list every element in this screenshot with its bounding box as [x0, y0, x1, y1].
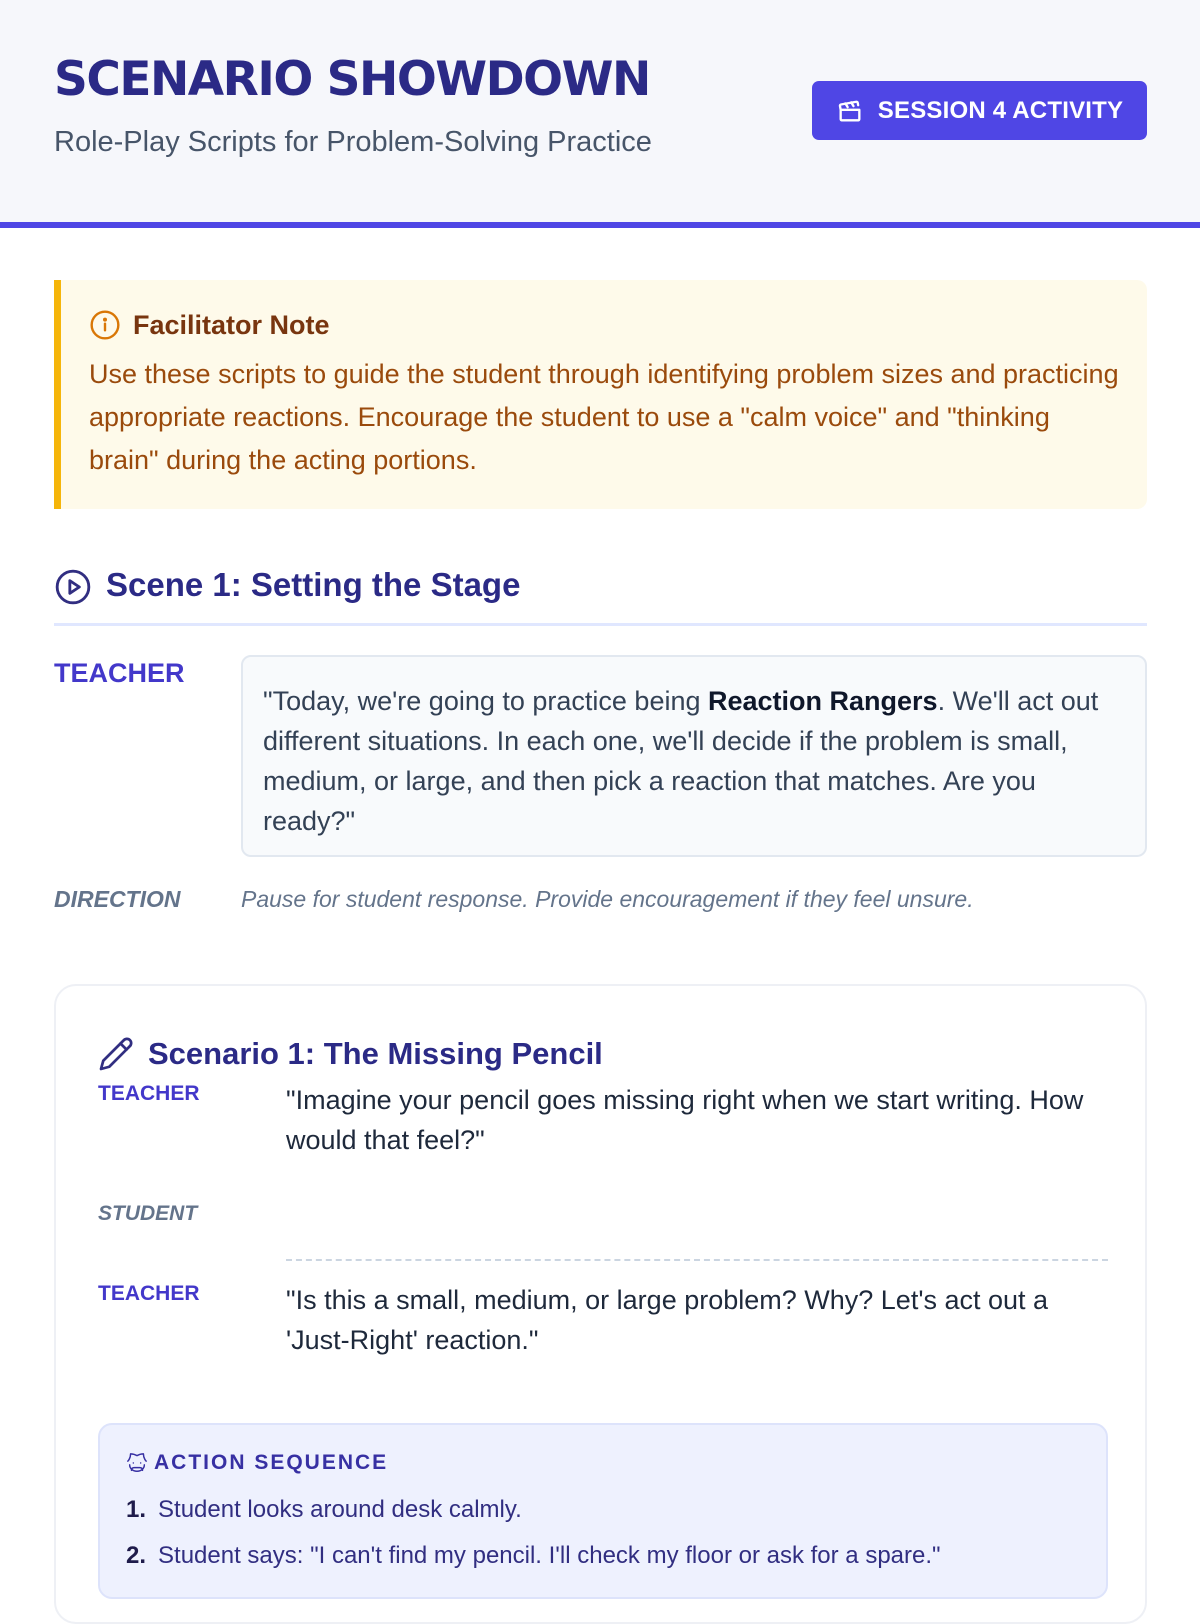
- facilitator-note-header: [89, 309, 1119, 341]
- scenario-heading: [98, 1036, 603, 1072]
- play-circle-icon: [54, 568, 92, 606]
- info-icon: [89, 309, 121, 341]
- direction-text: Pause for student response. Provide encouragement if they feel unsure.: [241, 886, 974, 912]
- role-label-teacher: TEACHER: [54, 658, 185, 688]
- masks-icon: [126, 1452, 148, 1474]
- session-activity-label: SESSION 4 ACTIVITY: [877, 96, 1124, 124]
- role-label-direction: DIRECTION: [54, 886, 181, 912]
- action-step: [126, 1487, 1080, 1533]
- teacher-line-text: "Today, we're going to practice being: [263, 686, 708, 716]
- action-step-list: [126, 1487, 1080, 1579]
- pencil-icon: [98, 1036, 134, 1072]
- role-label-teacher: TEACHER: [98, 1282, 200, 1305]
- scene-title: Scene 1: Setting the Stage: [106, 566, 521, 603]
- role-label-student: STUDENT: [98, 1202, 198, 1225]
- teacher-line: "Imagine your pencil goes missing right when we start writing. How would that feel?": [286, 1085, 1084, 1155]
- action-step-text: Student looks around desk calmly.: [158, 1496, 522, 1523]
- teacher-speech-box: [241, 655, 1147, 857]
- teacher-line-emphasis: Reaction Rangers: [708, 686, 938, 716]
- action-step: [126, 1533, 1080, 1579]
- scenario-card: [54, 984, 1147, 1624]
- page-subtitle: Role-Play Scripts for Problem-Solving Practice: [54, 126, 652, 158]
- role-label-teacher: TEACHER: [98, 1082, 200, 1105]
- action-step-number: 1.: [126, 1496, 147, 1523]
- session-activity-button[interactable]: [812, 81, 1147, 140]
- action-sequence-box: [98, 1423, 1108, 1599]
- teacher-line: "Is this a small, medium, or large problem? Why? Let's act out a 'Just-Right' reaction.": [286, 1285, 1049, 1355]
- clapperboard-icon: [836, 97, 864, 125]
- scene-heading: [54, 566, 1147, 626]
- facilitator-note-title: Facilitator Note: [133, 309, 330, 340]
- page-title: SCENARIO SHOWDOWN: [54, 52, 650, 107]
- action-step-text: Student says: "I can't find my pencil. I'll check my floor or ask for a spare.": [158, 1542, 941, 1569]
- action-sequence-title: ACTION SEQUENCE: [154, 1451, 389, 1474]
- facilitator-note-text: Use these scripts to guide the student through identifying problem sizes and practicing appropriate reactions. Encourage the student to use a "calm voice" and "thinking brain" during the acting portions.: [89, 359, 1119, 475]
- scenario-title: Scenario 1: The Missing Pencil: [148, 1036, 603, 1071]
- facilitator-note: [54, 280, 1147, 509]
- action-sequence-header: [126, 1451, 1080, 1475]
- action-step-number: 2.: [126, 1542, 147, 1569]
- student-response-blank[interactable]: [286, 1259, 1108, 1261]
- page-header: [0, 0, 1200, 228]
- teacher-line-text-end: . We'll act out different situations. In each one, we'll decide if the problem is small, medium, or large, and then pick a reaction that matches. Are you ready?": [263, 686, 1099, 836]
